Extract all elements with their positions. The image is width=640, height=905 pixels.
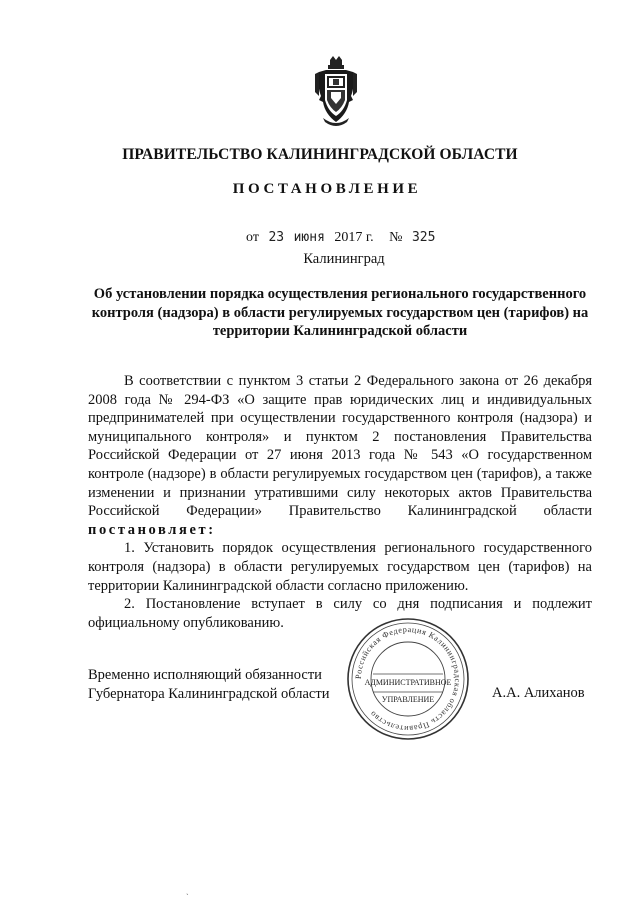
page-corner-mark: ˏ [186, 886, 189, 895]
decree-word: постановляет: [88, 521, 216, 538]
document-type-heading: ПОСТАНОВЛЕНИЕ [232, 181, 422, 197]
date-prefix: от [246, 230, 259, 245]
item-2-paragraph: 2. Постановление вступает в силу со дня подписания и подлежит официальному опубликованию. [88, 596, 592, 631]
document-title: Об установлении порядка осуществления регионального государственного контроля (надзора) в области регулируемых государством цен (тарифов) на территории Калининградской области [91, 286, 589, 339]
position-line-1: Временно исполняющий обязанности [88, 667, 322, 683]
stamp-center-line-2: УПРАВЛЕНИЕ [381, 695, 435, 704]
stamp-center-line-1: АДМИНИСТРАТИВНОЕ [364, 678, 452, 687]
document-body [88, 372, 592, 632]
number-sign: № [389, 230, 403, 245]
date-day: 23 [268, 230, 285, 245]
signatory-name: А.А. Алиханов [492, 685, 585, 701]
date-month: июня [293, 230, 325, 245]
signatory-position [88, 666, 329, 704]
official-seal-stamp [345, 616, 471, 742]
document-number: 325 [411, 230, 436, 245]
date-year: 2017 г. [334, 230, 374, 245]
stamp-ring-text: Российская Федерация Калининградская область Правительство [353, 624, 463, 734]
item-1-paragraph: 1. Установить порядок осуществления регионального государственного контроля (надзора) в области регулируемых государством цен (тарифов) на территории Калининградской области согласно приложению. [88, 540, 592, 594]
date-number-line [246, 230, 435, 246]
city-name: Калининград [303, 251, 385, 267]
preamble-text: В соответствии с пунктом 3 статьи 2 Федерального закона от 26 декабря 2008 года № 294-ФЗ «О защите прав юридических лиц и индивидуальных предпринимателей при осуществлении государственного контроля (надзора) и муниципального контроля» и пунктом 2 постановления Правительства Российской Федерации от 27 июня 2013 года № 543 «О государственном контроле (надзоре) в области регулируемых государством цен (тарифов), а также изменении и признании утратившими силу некоторых актов Правительства Российской Федерации» Правительство Калининградской области [88, 373, 592, 520]
coat-of-arms-emblem [313, 56, 359, 126]
position-line-2: Губернатора Калининградской области [88, 686, 330, 702]
preamble-paragraph [88, 372, 592, 539]
government-heading: ПРАВИТЕЛЬСТВО КАЛИНИНГРАДСКОЙ ОБЛАСТИ [122, 146, 518, 163]
